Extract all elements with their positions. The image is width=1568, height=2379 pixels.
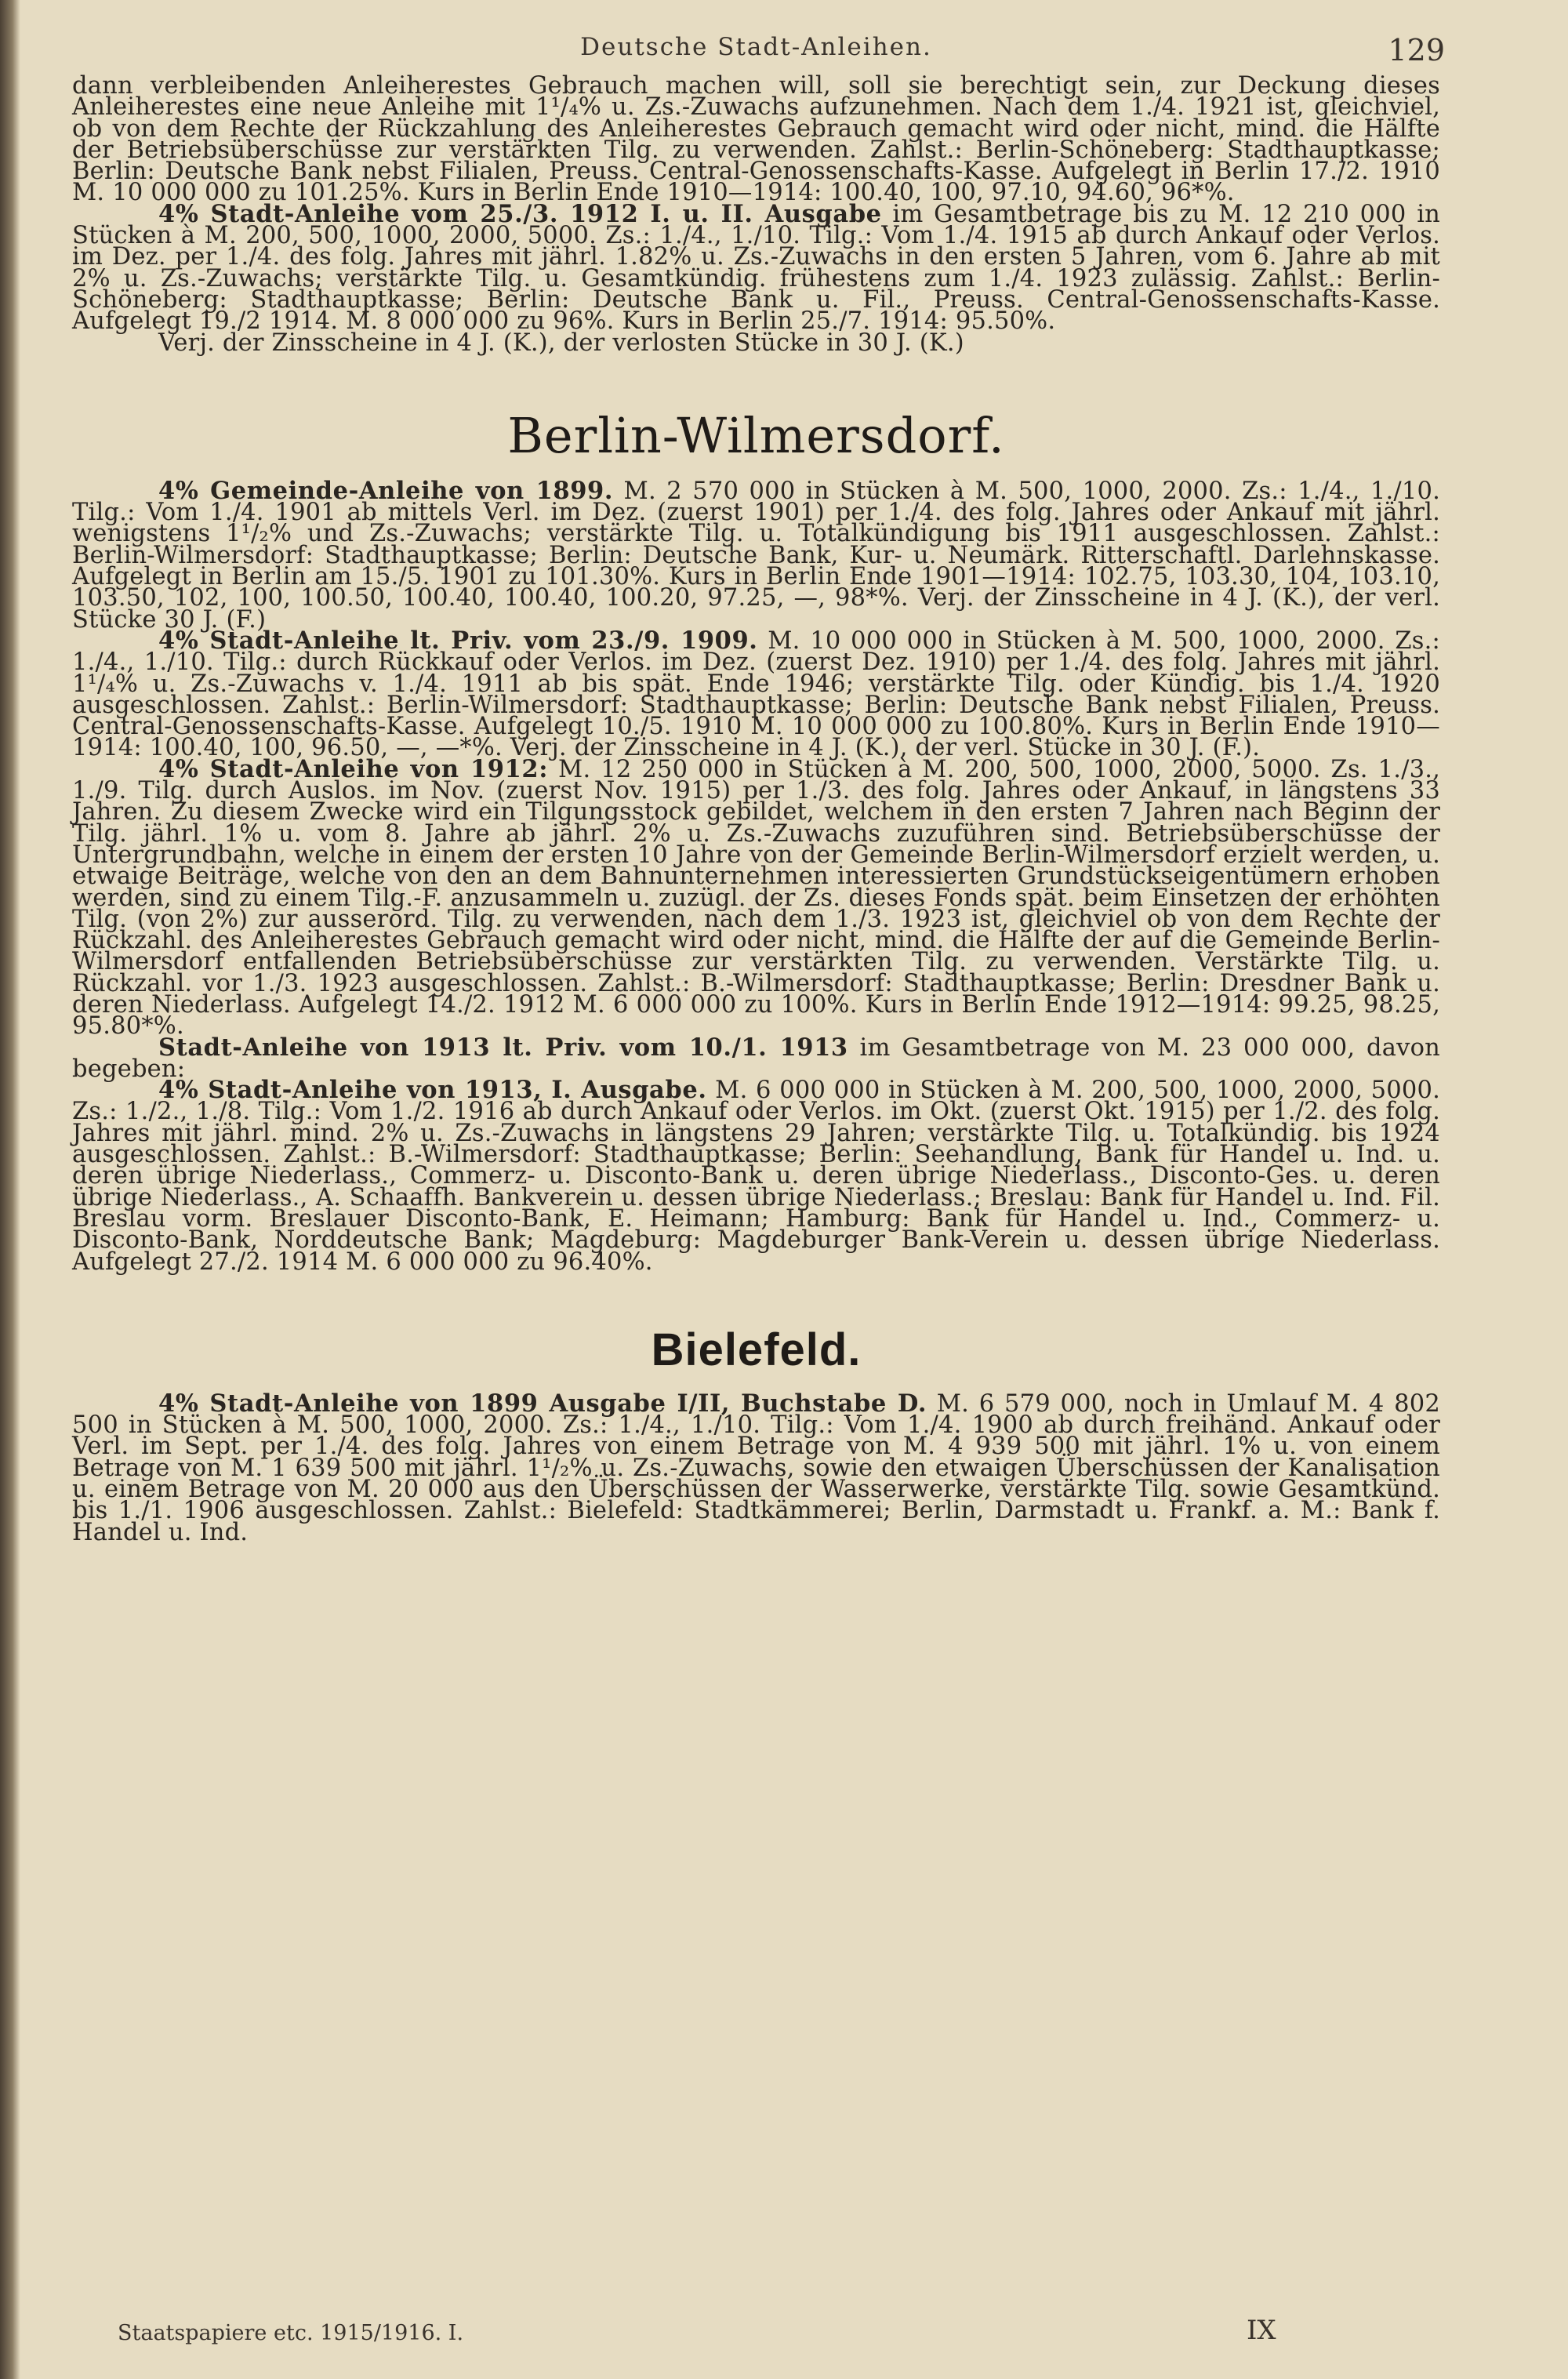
section-title-berlin-wilmersdorf: Berlin-Wilmersdorf. (507, 406, 1005, 464)
entry-body: M. 6 579 000, noch in Umlauf M. 4 802 500 in Stücken à M. 500, 1000, 2000. Zs.: 1./4., 1./10. Tilg.: Vom 1./4. 1900 ab durch freihänd. Ankauf oder Verl. im Sept. per 1./4. des folg. Jahres von einem Betrage von M. 4 939 500 mit jährl. 1% u. von einem Betrage von M. 1 639 500 mit jährl. 1¹/₂% u. Zs.-Zuwachs, sowie den etwaigen Überschüssen der Kanalisation u. einem Betrage von M. 20 000 aus den Überschüssen der Wasserwerke, verstärkte Tilg. sowie Gesamtkünd. bis 1./1. 1906 ausgeschlossen. Zahlst.: Bielefeld: Stadtkämmerei; Berlin, Darmstadt u. Frankf. a. M.: Bank f. Handel u. Ind. (72, 1389, 1440, 1546)
entry-wilmersdorf-1913 (72, 1033, 1440, 1083)
entry-body: M. 2 570 000 in Stücken à M. 500, 1000, 2000. Zs.: 1./4., 1./10. Tilg.: Vom 1./4. 1901 ab mittels Verl. im Dez. (zuerst 1901) per 1./4. des folg. Jahres oder Ankauf mit jährl. wenigstens 1¹/₂% und Zs.-Zuwachs; verstärkte Tilg. u. Totalkündigung bis 1911 ausgeschlossen. Zahlst.: Berlin-Wilmersdorf: Stadthauptkasse; Berlin: Deutsche Bank, Kur- u. Neumärk. Ritterschaftl. Darlehnskasse. Aufgelegt in Berlin am 15./5. 1901 zu 101.30%. Kurs in Berlin Ende 1901—1914: 102.75, 103.30, 104, 103.10, 103.50, 102, 100, 100.50, 100.40, 100.40, 100.20, 97.25, —, 98*%. Verj. der Zinsscheine in 4 J. (K.), der verl. Stücke 30 J. (F.) (72, 477, 1441, 634)
entry-body: M. 12 250 000 in Stücken à M. 200, 500, 1000, 2000, 5000. Zs. 1./3., 1./9. Tilg. durch Auslos. im Nov. (zuerst Nov. 1915) per 1./3. des folg. Jahres oder Ankauf, in längstens 33 Jahren. Zu diesem Zwecke wird ein Tilgungsstock gebildet, welchem in den ersten 7 Jahren nach Beginn der Tilg. jährl. 1% u. vom 8. Jahre ab jährl. 2% u. Zs.-Zuwachs zuzuführen sind. Betriebsüberschüsse der Untergrundbahn, welche in einem der ersten 10 Jahre von der Gemeinde Berlin-Wilmersdorf erzielt werden, u. etwaige Beiträge, welche von den an dem Bahnunternehmen interessierten Grundstückseigentümern erhoben werden, sind zu einem Tilg.-F. anzusammeln u. zuzügl. der Zs. dieses Fonds spät. beim Einsetzen der erhöhten Tilg. (von 2%) zur ausserord. Tilg. zu verwenden, nach dem 1./3. 1923 ist, gleichviel ob von dem Rechte der Rückzahl. des Anleiherestes Gebrauch gemacht wird oder nicht, mind. die Hälfte der auf die Gemeinde Berlin-Wilmersdorf entfallenden Betriebsüberschüsse zur verstärkten Tilg. zu verwenden. Verstärkte Tilg. u. Rückzahl. vor 1./3. 1923 ausgeschlossen. Zahlst.: B.-Wilmersdorf: Stadthauptkasse; Berlin: Dresdner Bank u. deren Niederlass. Aufgelegt 14./2. 1912 M. 6 000 000 zu 100%. Kurs in Berlin Ende 1912—1914: 99.25, 98.25, 95.80*%. (72, 755, 1440, 1041)
section-title-bielefeld: Bielefeld. (651, 1324, 862, 1375)
footer-signature-mark: IX (1247, 2315, 1276, 2346)
entry-wilmersdorf-1913-ausgabe-1 (72, 1076, 1440, 1276)
entry-heading: 4% Stadt-Anleihe von 1912: (158, 754, 549, 783)
entry-heading: 4% Stadt-Anleihe lt. Priv. vom 23./9. 1909. (158, 626, 758, 655)
continuation-paragraph: dann verbleibenden Anleiherestes Gebrauch machen will, soll sie berechtigt sein, zur Deckung dieses Anleiherestes eine neue Anleihe mit 1¹/₄% u. Zs.-Zuwachs aufzunehmen. Nach dem 1./4. 1921 ist, gleichviel, ob von dem Rechte der Rückzahlung des Anleiherestes Gebrauch gemacht wird oder nicht, mind. die Hälfte der Betriebsüberschüsse zur verstärkten Tilg. zu verwenden. Zahlst.: Berlin-Schöneberg: Stadthauptkasse; Berlin: Deutsche Bank nebst Filialen, Preuss. Central-Genossenschafts-Kasse. Aufgelegt in Berlin 17./2. 1910 M. 10 000 000 zu 101.25%. Kurs in Berlin Ende 1910—1914: 100.40, 100, 97.10, 94.60, 96*%. (72, 72, 1440, 207)
entry-wilmersdorf-1899 (72, 476, 1441, 634)
entry-heading: 4% Gemeinde-Anleihe von 1899. (158, 476, 614, 505)
entry-heading: Stadt-Anleihe von 1913 lt. Priv. vom 10./1. 1913 (158, 1033, 848, 1062)
entry-heading: 4% Stadt-Anleihe von 1913, I. Ausgabe. (158, 1076, 707, 1105)
entry-body: M. 10 000 000 in Stücken à M. 500, 1000, 2000. Zs.: 1./4., 1./10. Tilg.: durch Rückkauf oder Verlos. im Dez. (zuerst Dez. 1910) per 1./4. des folg. Jahres mit jährl. 1¹/₄% u. Zs.-Zuwachs v. 1./4. 1911 ab bis spät. Ende 1946; verstärkte Tilg. oder Kündig. bis 1./4. 1920 ausgeschlossen. Zahlst.: Berlin-Wilmersdorf: Stadthauptkasse; Berlin: Deutsche Bank nebst Filialen, Preuss. Central-Genossenschafts-Kasse. Aufgelegt 10./5. 1910 M. 10 000 000 zu 100.80%. Kurs in Berlin Ende 1910—1914: 100.40, 100, 96.50, —, —*%. Verj. der Zinsscheine in 4 J. (K.), der verl. Stücke in 30 J. (F.). (72, 627, 1440, 762)
book-spine-shadow (0, 0, 20, 2379)
entry-body: M. 6 000 000 in Stücken à M. 200, 500, 1000, 2000, 5000. Zs.: 1./2., 1./8. Tilg.: Vom 1./2. 1916 ab durch Ankauf oder Verlos. im Okt. (zuerst Okt. 1915) per 1./2. des folg. Jahres mit jährl. mind. 2% u. Zs.-Zuwachs in längstens 29 Jahren; verstärkte Tilg. u. Totalkündig. bis 1924 ausgeschlossen. Zahlst.: B.-Wilmersdorf: Stadthauptkasse; Berlin: Seehandlung, Bank für Handel u. Ind. u. deren übrige Niederlass., Commerz- u. Disconto-Bank u. deren übrige Niederlass., Disconto-Ges. u. deren übrige Niederlass., A. Schaaffh. Bankverein u. dessen übrige Niederlass.; Breslau: Bank für Handel u. Ind. Fil. Breslau vorm. Breslauer Disconto-Bank, E. Heimann; Hamburg: Bank für Handel u. Ind., Commerz- u. Disconto-Bank, Norddeutsche Bank; Magdeburg: Magdeburger Bank-Verein u. dessen übrige Niederlass. Aufgelegt 27./2. 1914 M. 6 000 000 zu 96.40%. (72, 1077, 1440, 1276)
entry-schoeneberg-1912 (72, 199, 1441, 336)
entry-wilmersdorf-1912 (72, 754, 1440, 1041)
footer-imprint: Staatspapiere etc. 1915/1916. I. (118, 2321, 464, 2345)
document-page (72, 28, 1445, 1546)
entry-body: im Gesamtbetrage bis zu M. 12 210 000 in Stücken à M. 200, 500, 1000, 2000, 5000. Zs.: 1./4., 1./10. Tilg.: Vom 1./4. 1915 ab durch Ankauf oder Verlos. im Dez. per 1./4. des folg. Jahres mit jährl. 1.82% u. Zs.-Zuwachs in den ersten 5 Jahren, vom 6. Jahre ab mit 2% u. Zs.-Zuwachs; verstärkte Tilg. u. Gesamtkündig. frühestens zum 1./4. 1923 zulässig. Zahlst.: Berlin-Schöneberg: Stadthauptkasse; Berlin: Deutsche Bank u. Fil., Preuss. Central-Genossenschafts-Kasse. Aufgelegt 19./2 1914. M. 8 000 000 zu 96%. Kurs in Berlin 25./7. 1914: 95.50%. (72, 200, 1441, 336)
entry-heading: 4% Stadt-Anleihe von 1899 Ausgabe I/II, Buchstabe D. (158, 1389, 927, 1418)
entry-bielefeld-1899 (72, 1389, 1440, 1546)
running-title: Deutsche Stadt-Anleihen. (580, 33, 932, 61)
page-number: 129 (1388, 33, 1445, 67)
verjaehrung-note: Verj. der Zinsscheine in 4 J. (K.), der verlosten Stücke in 30 J. (K.) (158, 329, 964, 357)
entry-wilmersdorf-1909 (72, 626, 1440, 762)
entry-heading: 4% Stadt-Anleihe vom 25./3. 1912 I. u. II. Ausgabe (158, 199, 882, 228)
entry-body: im Gesamtbetrage von M. 23 000 000, davon begeben: (72, 1033, 1440, 1083)
running-header (72, 28, 1445, 75)
